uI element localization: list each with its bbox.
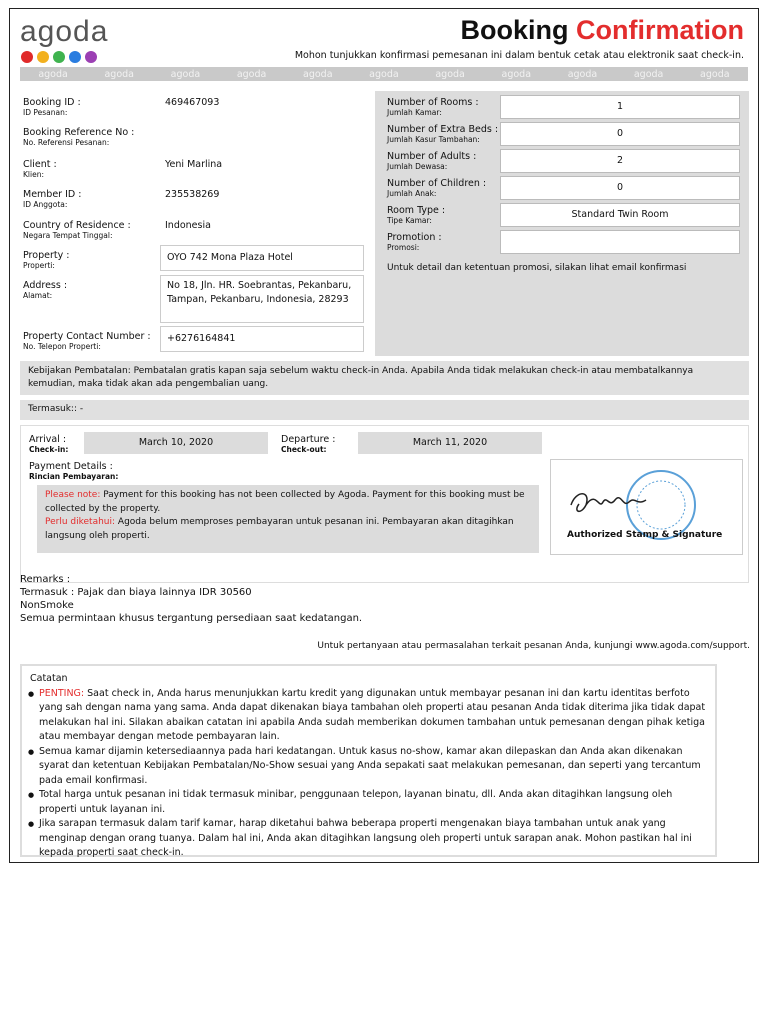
property-label: Property :	[23, 250, 70, 261]
payment-sub: Rincian Pembayaran:	[29, 472, 119, 481]
adults-value: 2	[500, 149, 740, 173]
reference-label: Booking Reference No :	[23, 127, 135, 138]
arrival-sub: Check-in:	[29, 445, 69, 454]
room-type-sub: Tipe Kamar:	[387, 216, 432, 225]
client-label: Client :	[23, 159, 57, 170]
logo-dot-green	[53, 51, 65, 63]
client-value: Yeni Marlina	[165, 159, 223, 170]
stamp-signature-box	[550, 459, 743, 555]
departure-sub: Check-out:	[281, 445, 327, 454]
contact-sub: No. Telepon Properti:	[23, 342, 101, 351]
perlu-diketahui-label: Perlu diketahui:	[45, 517, 116, 527]
notes-title: Catatan	[30, 673, 68, 684]
remarks-title: Remarks :	[20, 574, 71, 585]
rooms-value: 1	[500, 95, 740, 119]
stamp-caption: Authorized Stamp & Signature	[567, 530, 723, 540]
page-title	[460, 15, 744, 46]
promotion-value	[500, 230, 740, 254]
perlu-diketahui-text: Agoda belum memproses pembayaran untuk pesanan ini. Pembayaran akan ditagihkan langsung oleh properti.	[45, 517, 514, 541]
arrival-label: Arrival :	[29, 434, 67, 445]
band-word: agoda	[700, 68, 730, 80]
member-id-sub: ID Anggota:	[23, 200, 68, 209]
logo-dot-blue	[69, 51, 81, 63]
band-word: agoda	[236, 68, 267, 80]
payment-note-box	[37, 485, 539, 553]
property-sub: Properti:	[23, 261, 55, 270]
notes-box	[20, 664, 717, 857]
remarks-line-2: NonSmoke	[20, 600, 74, 611]
please-note-text: Payment for this booking has not been collected by Agoda. Payment for this booking must be collected by the property.	[45, 490, 525, 514]
reference-sub: No. Referensi Pesanan:	[23, 138, 110, 147]
extra-beds-value: 0	[500, 122, 740, 146]
rooms-sub: Jumlah Kamar:	[387, 108, 442, 117]
agoda-logo-dots	[21, 51, 97, 63]
contact-label: Property Contact Number :	[23, 331, 151, 342]
please-note-label: Please note:	[45, 490, 101, 500]
children-label: Number of Children :	[387, 178, 487, 189]
band-word: agoda	[303, 68, 333, 80]
payment-label: Payment Details :	[29, 461, 113, 472]
promotion-sub: Promosi:	[387, 243, 420, 252]
room-details-panel	[375, 91, 749, 356]
adults-label: Number of Adults :	[387, 151, 477, 162]
remarks-section	[20, 573, 362, 625]
address-label: Address :	[23, 280, 68, 291]
payment-note-en	[45, 489, 531, 516]
country-value: Indonesia	[165, 220, 211, 231]
rooms-label: Number of Rooms :	[387, 97, 479, 108]
children-value: 0	[500, 176, 740, 200]
booking-confirmation-page	[9, 8, 759, 863]
promo-note: Untuk detail dan ketentuan promosi, silakan lihat email konfirmasi	[387, 263, 687, 273]
agoda-logo: agoda	[20, 15, 109, 48]
title-accent: Confirmation	[576, 15, 744, 45]
penting-label: PENTING:	[39, 687, 85, 699]
band-word: agoda	[633, 68, 664, 80]
page-subtitle: Mohon tunjukkan konfirmasi pemesanan ini dalam bentuk cetak atau elektronik saat check-in.	[294, 50, 744, 61]
client-sub: Klien:	[23, 170, 44, 179]
property-value: OYO 742 Mona Plaza Hotel	[160, 245, 364, 271]
support-note: Untuk pertanyaan atau permasalahan terkait pesanan Anda, kunjungi www.agoda.com/support.	[317, 641, 750, 651]
address-value: No 18, Jln. HR. Soebrantas, Pekanbaru, Tampan, Pekanbaru, Indonesia, 28293	[160, 275, 364, 323]
band-word: agoda	[369, 68, 399, 80]
cancellation-policy: Kebijakan Pembatalan: Pembatalan gratis kapan saja sebelum waktu check-in Anda. Apabila Anda tidak melakukan check-in atau membatalkannya kemudian, maka tidak akan ada pengembalian uang.	[20, 361, 749, 395]
termasuk-bar: Termasuk:: -	[20, 400, 749, 420]
logo-dot-yellow	[37, 51, 49, 63]
title-main: Booking	[460, 15, 569, 45]
note-item	[30, 687, 707, 745]
member-id-value: 235538269	[165, 189, 220, 200]
band-word: agoda	[38, 68, 68, 80]
logo-dot-purple	[85, 51, 97, 63]
remarks-line-1: Termasuk : Pajak dan biaya lainnya IDR 30560	[20, 587, 252, 598]
note-item: ● Jika sarapan termasuk dalam tarif kamar, harap diketahui bahwa beberapa properti mengenakan biaya tambahan untuk anak yang menginap dengan orang tuanya. Dalam hal ini, Anda akan ditagihkan langsung oleh properti untuk sarapan anak. Mohon pastikan hal ini kepada properti saat check-in.	[30, 817, 707, 861]
agoda-watermark-band	[20, 67, 748, 81]
arrival-value: March 10, 2020	[84, 432, 268, 454]
note-item: ● Semua kamar dijamin ketersediaannya pada hari kedatangan. Untuk kasus no-show, kamar akan dilepaskan dan Anda akan dikenakan syarat dan ketentuan Kebijakan Pembatalan/No-Show sesuai yang Anda sepakati saat melakukan pemesanan, dan seperti yang tercantum pada email konfirmasi.	[30, 745, 707, 789]
address-sub: Alamat:	[23, 291, 53, 300]
contact-value: +6276164841	[160, 326, 364, 352]
adults-sub: Jumlah Dewasa:	[387, 162, 448, 171]
booking-id-value: 469467093	[165, 97, 220, 108]
band-word: agoda	[170, 68, 201, 80]
booking-id-label: Booking ID :	[23, 97, 81, 108]
band-word: agoda	[501, 68, 532, 80]
extra-beds-sub: Jumlah Kasur Tambahan:	[387, 135, 480, 144]
departure-value: March 11, 2020	[358, 432, 542, 454]
room-type-value: Standard Twin Room	[500, 203, 740, 227]
remarks-line-3: Semua permintaan khusus tergantung persediaan saat kedatangan.	[20, 613, 363, 624]
room-type-label: Room Type :	[387, 205, 446, 216]
band-word: agoda	[567, 68, 598, 80]
extra-beds-label: Number of Extra Beds :	[387, 124, 499, 135]
note-item: ● Total harga untuk pesanan ini tidak termasuk minibar, penggunaan telepon, layanan binatu, dll. Anda akan ditagihkan langsung oleh properti untuk layanan ini.	[30, 788, 707, 817]
promotion-label: Promotion :	[387, 232, 442, 243]
logo-dot-red	[21, 51, 33, 63]
country-label: Country of Residence :	[23, 220, 131, 231]
payment-note-id	[45, 516, 531, 543]
departure-label: Departure :	[281, 434, 336, 445]
band-word: agoda	[104, 68, 135, 80]
member-id-label: Member ID :	[23, 189, 82, 200]
booking-id-sub: ID Pesanan:	[23, 108, 68, 117]
children-sub: Jumlah Anak:	[387, 189, 437, 198]
band-word: agoda	[435, 68, 465, 80]
country-sub: Negara Tempat Tinggal:	[23, 231, 113, 240]
note-text-1: Saat check in, Anda harus menunjukkan kartu kredit yang digunakan untuk membayar pesanan ini dan kartu identitas berfoto yang sah dengan nama yang sama. Anda dapat dikenakan biaya tambahan oleh properti atau pesanan Anda tidak diterima jika tidak dapat melakukan hal ini. Silakan abaikan catatan ini apabila Anda sudah memberikan dokumen tambahan untuk pemesanan dengan pihak ketiga atau membayar dengan metode pembayaran lain.	[39, 687, 706, 742]
